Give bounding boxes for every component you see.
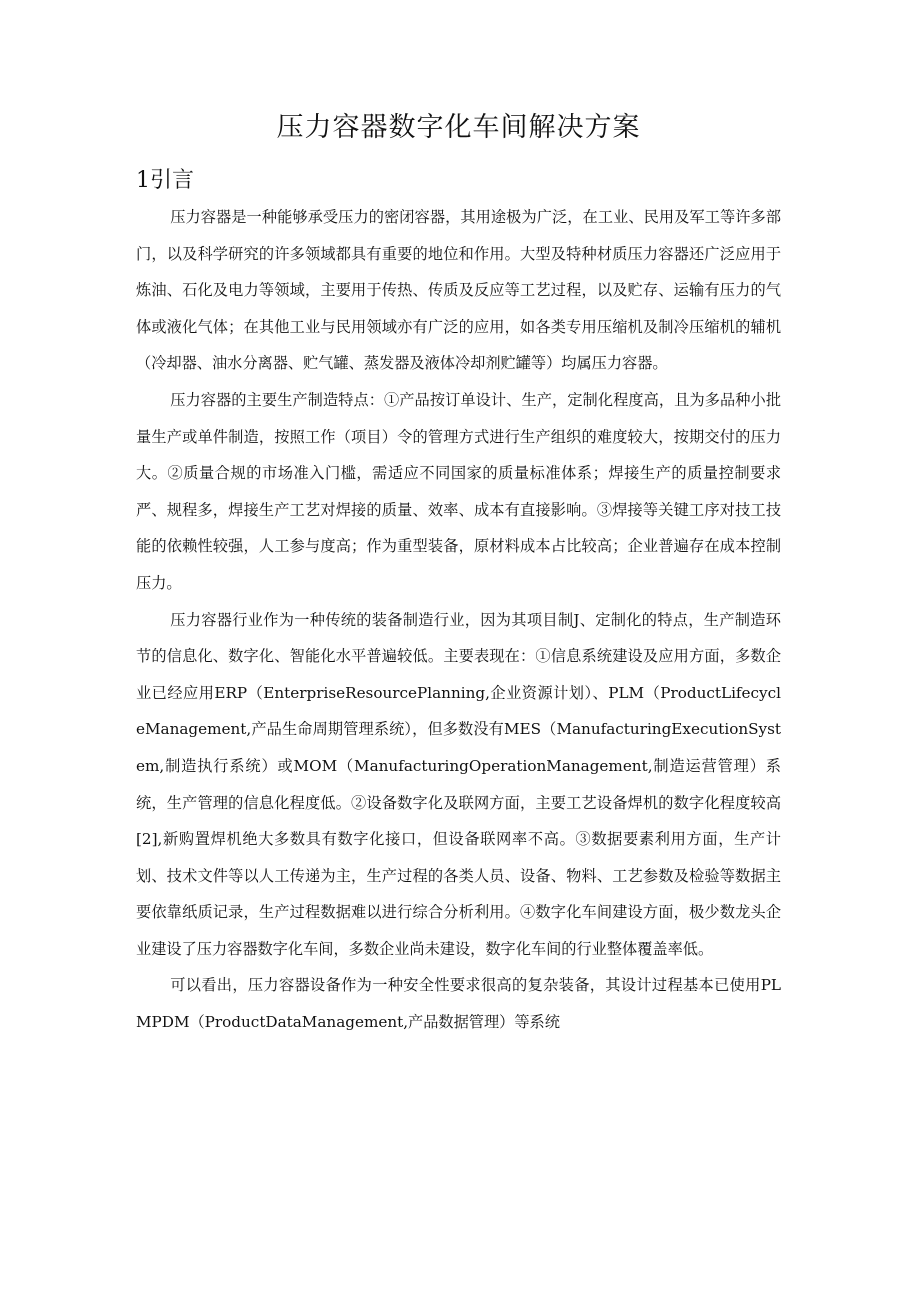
document-title: 压力容器数字化车间解决方案 — [276, 112, 641, 143]
paragraph-conclusion: 可以看出，压力容器设备作为一种安全性要求很高的复杂装备，其设计过程基本已使用PLMPDM（ProductDataManagement,产品数据管理）等系统 — [136, 976, 781, 1032]
paragraph-intro: 压力容器是一种能够承受压力的密闭容器，其用途极为广泛，在工业、民用及军工等许多部门，以及科学研究的许多领域都具有重要的地位和作用。大型及特种材质压力容器还广泛应用于炼油、石化及电力等领域，主要用于传热、传质及反应等工艺过程，以及贮存、运输有压力的气体或液化气体；在其他工业与民用领域亦有广泛的应用，如各类专用压缩机及制冷压缩机的辅机（冷却器、油水分离器、贮气罐、蒸发器及液体冷却剂贮罐等）均属压力容器。 — [136, 208, 781, 373]
paragraph-characteristics: 压力容器的主要生产制造特点：①产品按订单设计、生产，定制化程度高，且为多品种小批量生产或单件制造，按照工作（项目）令的管理方式进行生产组织的难度较大，按期交付的压力大。②质量合规的市场准入门槛，需适应不同国家的质量标准体系；焊接生产的质量控制要求严、规程多，焊接生产工艺对焊接的质量、效率、成本有直接影响。③焊接等关键工序对技工技能的依赖性较强，人工参与度高；作为重型装备，原材料成本占比较高；企业普遍存在成本控制压力。 — [136, 390, 781, 592]
body-text — [136, 199, 781, 1041]
section-heading: 1引言 — [136, 168, 194, 193]
paragraph-industry-status: 压力容器行业作为一种传统的装备制造行业，因为其项目制J、定制化的特点，生产制造环节的信息化、数字化、智能化水平普遍较低。主要表现在：①信息系统建设及应用方面，多数企业已经应用ERP（EnterpriseResourcePlanning,企业资源计划）、PLM（ProductLifecycleManagement,产品生命周期管理系统），但多数没有MES（ManufacturingExecutionSystem,制造执行系统）或MOM（ManufacturingOperationManagement,制造运营管理）系统，生产管理的信息化程度低。②设备数字化及联网方面，主要工艺设备焊机的数字化程度较高[2],新购置焊机绝大多数具有数字化接口，但设备联网率不高。③数据要素利用方面，生产计划、技术文件等以人工传递为主，生产过程的各类人员、设备、物料、工艺参数及检验等数据主要依靠纸质记录，生产过程数据难以进行综合分析利用。④数字化车间建设方面，极少数龙头企业建设了压力容器数字化车间，多数企业尚未建设，数字化车间的行业整体覆盖率低。 — [136, 610, 781, 958]
